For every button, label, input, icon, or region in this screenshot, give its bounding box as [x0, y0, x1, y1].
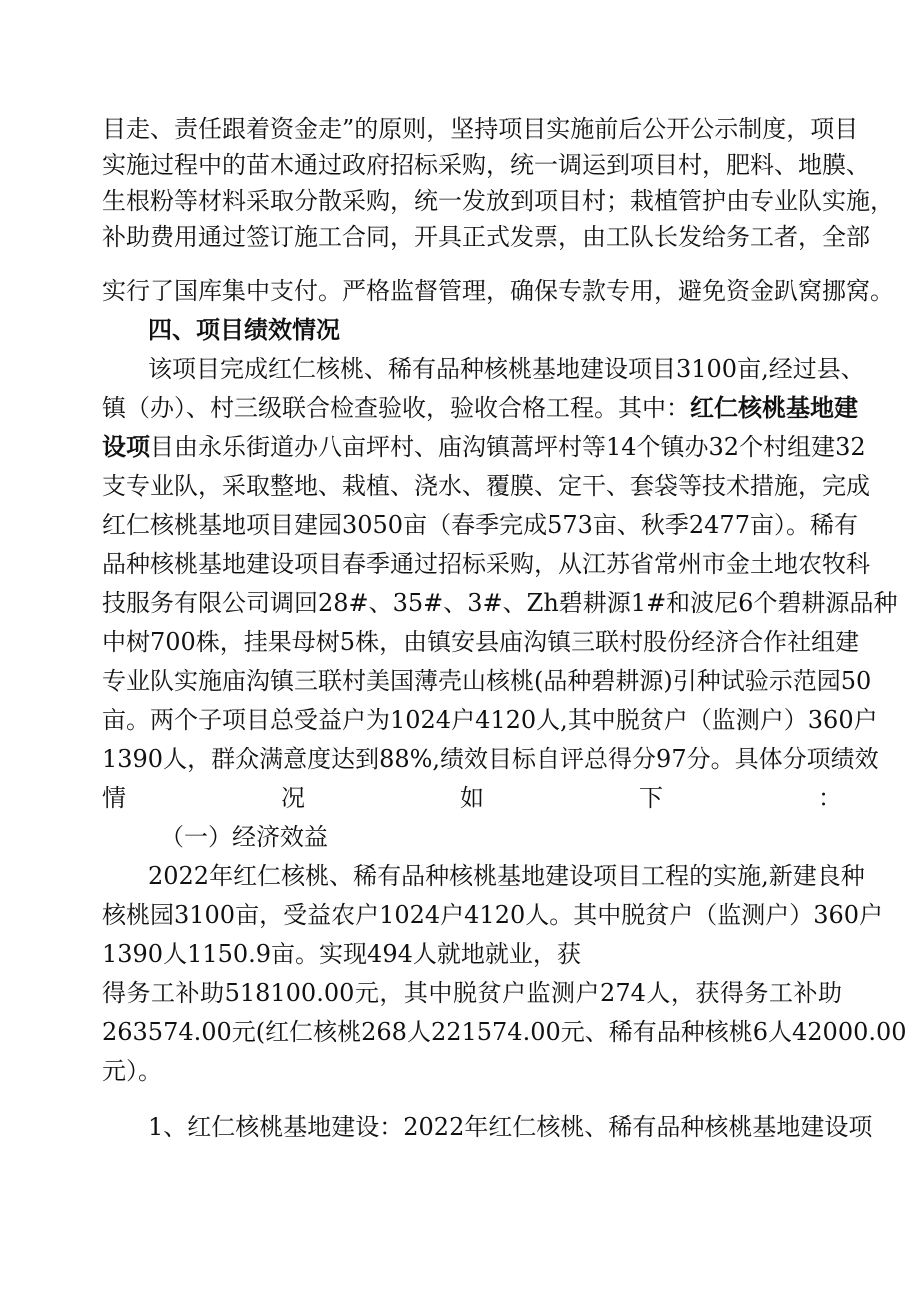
bold-emphasis: 红仁核桃基地建 — [690, 393, 858, 422]
paragraph-text: 镇（办）、村三级联合检查验收，验收合格工程。其中： — [102, 394, 690, 422]
paragraph-line: 情况如下： — [102, 784, 842, 812]
paragraph-line: 该项目完成红仁核桃、稀有品种核桃基地建设项目3100亩,经过县、 — [148, 355, 865, 383]
paragraph-line: 红仁核桃基地项目建园3050亩（春季完成573亩、秋季2477亩）。稀有 — [102, 511, 858, 539]
paragraph-line: 技服务有限公司调回28#、35#、3#、Zh碧耕源1#和波尼6个碧耕源品种 — [102, 589, 898, 617]
paragraph-line: 1、红仁核桃基地建设：2022年红仁核桃、稀有品种核桃基地建设项 — [148, 1113, 873, 1141]
paragraph-text: 目由永乐街道办八亩坪村、庙沟镇蒿坪村等14个镇办32个村组建32 — [150, 433, 866, 461]
paragraph-line-mixed — [102, 429, 866, 465]
paragraph-line: 专业队实施庙沟镇三联村美国薄壳山核桃(品种碧耕源)引种试验示范园50 — [102, 667, 872, 695]
paragraph-line: 亩。两个子项目总受益户为1024户4120人,其中脱贫户（监测户）360户 — [102, 706, 878, 734]
paragraph-line: 元）。 — [102, 1057, 162, 1085]
subsection-heading: （一）经济效益 — [160, 823, 328, 851]
paragraph-line: 实行了国库集中支付。严格监督管理，确保专款专用，避免资金趴窝挪窝。 — [102, 277, 894, 305]
paragraph-line: 核桃园3100亩，受益农户1024户4120人。其中脱贫户（监测户）360户 — [102, 901, 884, 929]
paragraph-line: 目走、责任跟着资金走”的原则，坚持项目实施前后公开公示制度，项目 — [102, 115, 859, 143]
paragraph-line: 得务工补助518100.00元，其中脱贫户监测户274人，获得务工补助 — [102, 979, 842, 1007]
paragraph-line: 补助费用通过签订施工合同，开具正式发票，由工队长发给务工者，全部 — [102, 223, 870, 251]
paragraph-line-mixed — [102, 390, 858, 426]
paragraph-line: 1390人1150.9亩。实现494人就地就业，获 — [102, 940, 581, 968]
paragraph-line: 支专业队，采取整地、栽植、浇水、覆膜、定干、套袋等技术措施，完成 — [102, 472, 870, 500]
paragraph-line: 1390人，群众满意度达到88%,绩效目标自评总得分97分。具体分项绩效 — [102, 745, 879, 773]
paragraph-line: 263574.00元(红仁核桃268人221574.00元、稀有品种核桃6人42000.00 — [102, 1018, 907, 1046]
bold-emphasis: 设项 — [102, 432, 150, 461]
paragraph-line: 2022年红仁核桃、稀有品种核桃基地建设项目工程的实施,新建良种 — [148, 862, 865, 890]
paragraph-line: 中树700株，挂果母树5株，由镇安县庙沟镇三联村股份经济合作社组建 — [102, 628, 860, 656]
paragraph-line: 生根粉等材料采取分散采购，统一发放到项目村；栽植管护由专业队实施， — [102, 187, 894, 215]
paragraph-line: 实施过程中的苗木通过政府招标采购，统一调运到项目村，肥料、地膜、 — [102, 151, 870, 179]
section-heading: 四、项目绩效情况 — [148, 315, 340, 344]
paragraph-line: 品种核桃基地建设项目春季通过招标采购，从江苏省常州市金土地农牧科 — [102, 550, 870, 578]
